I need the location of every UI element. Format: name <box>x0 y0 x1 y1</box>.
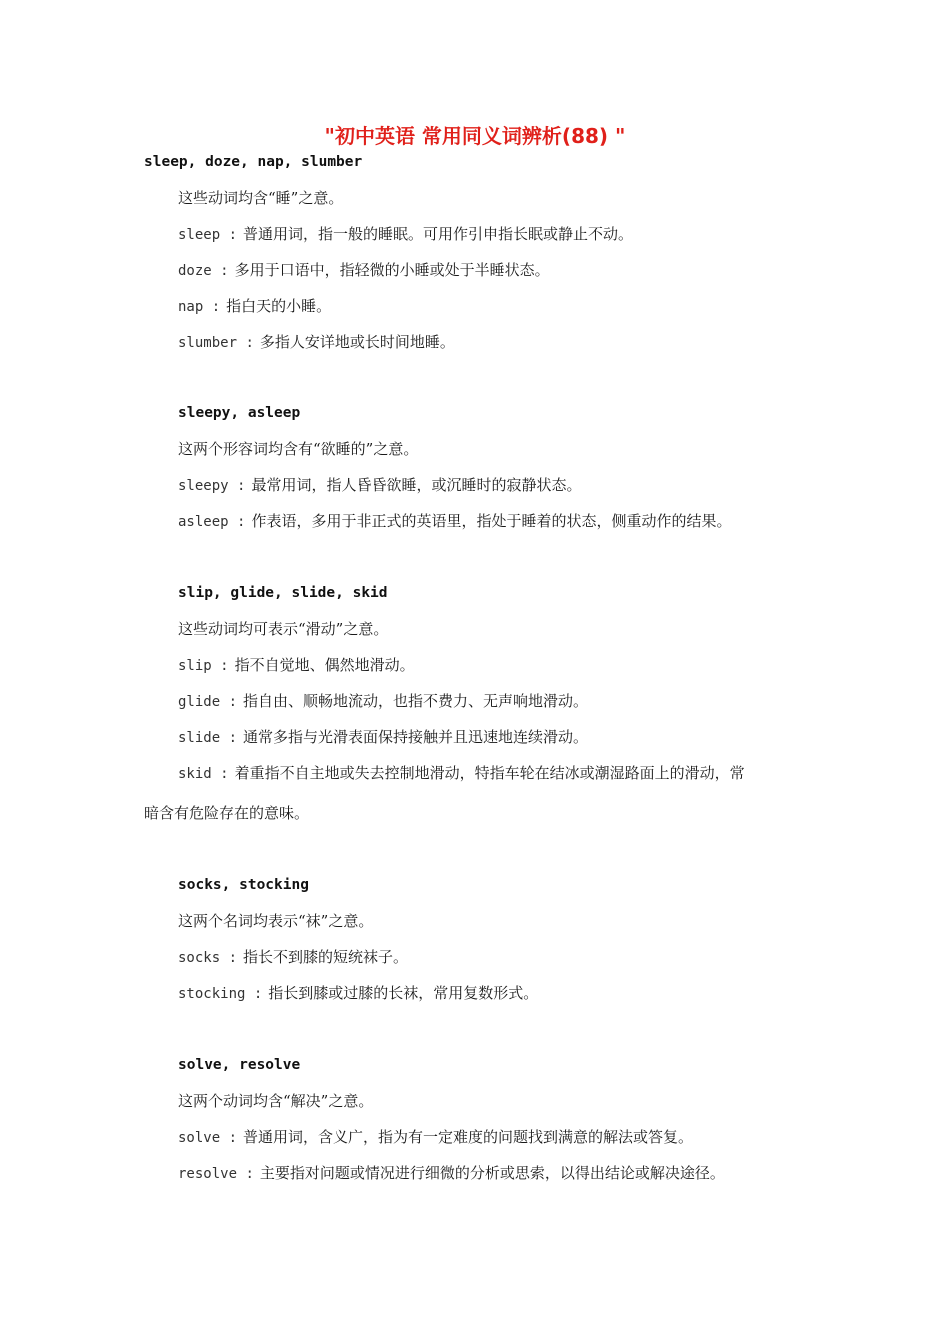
entry-term: slide : <box>178 730 237 746</box>
entry-term: resolve : <box>178 1166 254 1182</box>
entry-definition: 指自由、顺畅地流动，也指不费力、无声响地滑动。 <box>243 692 589 710</box>
section-intro: 这些动词均可表示“滑动”之意。 <box>178 620 389 638</box>
entry-line <box>0 1155 950 1191</box>
entry-definition: 最常用词，指人昏昏欲睡，或沉睡时的寂静状态。 <box>251 476 582 494</box>
entry-term: slip : <box>178 658 229 674</box>
entry-line <box>0 975 950 1011</box>
entry-definition: 着重指不自主地或失去控制地滑动，特指车轮在结冰或潮湿路面上的滑动，常 <box>234 764 745 782</box>
entry-definition: 普通用词，含义广，指为有一定难度的问题找到满意的解法或答复。 <box>243 1128 694 1146</box>
entry-line <box>0 719 950 755</box>
entry-term: sleepy : <box>178 478 245 494</box>
synonym-section <box>0 144 950 360</box>
entry-definition: 指白天的小睡。 <box>226 297 332 315</box>
section-heading: sleep, doze, nap, slumber <box>144 154 363 170</box>
section-intro: 这两个名词均表示“袜”之意。 <box>178 912 374 930</box>
entry-term: doze : <box>178 263 229 279</box>
entry-definition: 主要指对问题或情况进行细微的分析或思索，以得出结论或解决途径。 <box>259 1164 725 1182</box>
entry-term: glide : <box>178 694 237 710</box>
entry-term: sleep : <box>178 227 237 243</box>
document-title: "初中英语 常用同义词辨析(88) " <box>324 124 626 148</box>
entry-term: slumber : <box>178 335 254 351</box>
entry-term: solve : <box>178 1130 237 1146</box>
entry-continuation: 暗含有危险存在的意味。 <box>144 804 310 822</box>
entry-definition: 作表语，多用于非正式的英语里，指处于睡着的状态，侧重动作的结果。 <box>251 512 732 530</box>
section-heading: socks, stocking <box>178 877 309 893</box>
entry-line <box>0 939 950 975</box>
entry-definition: 多指人安详地或长时间地睡。 <box>259 333 455 351</box>
entry-definition: 多用于口语中，指轻微的小睡或处于半睡状态。 <box>234 261 550 279</box>
entry-definition: 普通用词，指一般的睡眠。可用作引申指长眠或静止不动。 <box>243 225 634 243</box>
entry-definition: 指不自觉地、偶然地滑动。 <box>234 656 415 674</box>
entry-definition: 指长到膝或过膝的长袜，常用复数形式。 <box>268 984 539 1002</box>
entry-definition: 通常多指与光滑表面保持接触并且迅速地连续滑动。 <box>243 728 589 746</box>
entry-line <box>0 252 950 288</box>
section-heading: solve, resolve <box>178 1057 301 1073</box>
entry-term: socks : <box>178 950 237 966</box>
synonym-section <box>0 575 950 827</box>
entry-line <box>0 647 950 683</box>
entry-line <box>0 503 950 539</box>
entry-line <box>0 683 950 719</box>
entry-term: stocking : <box>178 986 262 1002</box>
entry-line <box>0 755 950 791</box>
entry-line <box>0 216 950 252</box>
entry-term: nap : <box>178 299 220 315</box>
synonym-section <box>0 1047 950 1191</box>
synonym-section <box>0 395 950 539</box>
entry-line <box>0 324 950 360</box>
entry-term: asleep : <box>178 514 245 530</box>
section-heading: slip, glide, slide, skid <box>178 585 388 601</box>
synonym-section <box>0 867 950 1011</box>
section-intro: 这两个动词均含“解决”之意。 <box>178 1092 374 1110</box>
entry-line <box>0 288 950 324</box>
entry-term: skid : <box>178 766 229 782</box>
entry-line <box>0 467 950 503</box>
section-heading: sleepy, asleep <box>178 405 301 421</box>
section-intro: 这两个形容词均含有“欲睡的”之意。 <box>178 440 419 458</box>
entry-line <box>0 1119 950 1155</box>
entry-definition: 指长不到膝的短统袜子。 <box>243 948 409 966</box>
section-intro: 这些动词均含“睡”之意。 <box>178 189 344 207</box>
